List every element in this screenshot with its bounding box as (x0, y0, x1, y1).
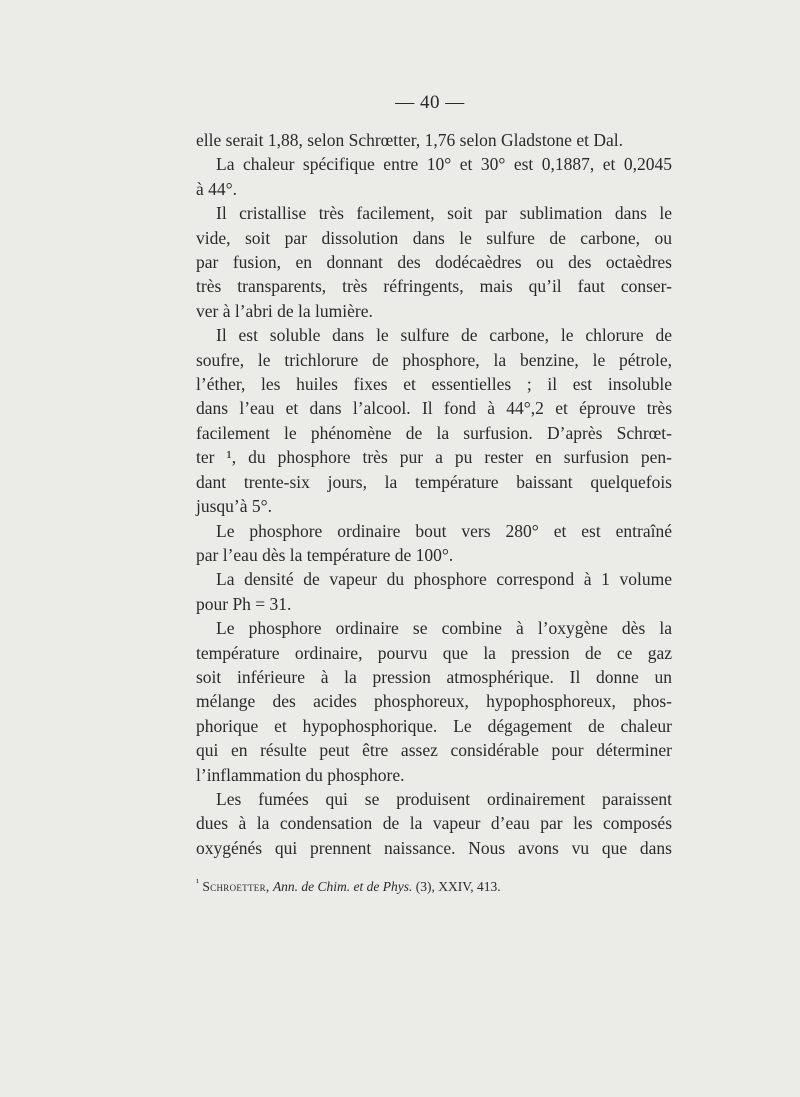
text-line: ver à l’abri de la lumière. (196, 300, 373, 321)
text-line: par l’eau dès la température de 100°. (196, 544, 454, 565)
paragraph-6 (196, 567, 672, 616)
text-line: oxygénés qui prennent naissance. Nous avons vu que dans (196, 837, 672, 858)
text-line: mélange des acides phosphoreux, hypophosphoreux, phos- (196, 691, 672, 712)
text-line: Il cristallise très facilement, soit par sublimation dans le (216, 203, 672, 224)
paragraph-7 (196, 616, 672, 787)
text-line: Le phosphore ordinaire bout vers 280° et est entraîné (216, 520, 672, 541)
text-line: l’éther, les huiles fixes et essentielles ; il est insoluble (196, 374, 672, 395)
footnote (196, 878, 672, 896)
paragraph-5 (196, 519, 672, 568)
paragraph-1 (196, 128, 672, 152)
paragraph-2 (196, 152, 672, 201)
paragraph-3 (196, 201, 672, 323)
text-line: Le phosphore ordinaire se combine à l’oxygène dès la (216, 618, 672, 639)
text-line: La chaleur spécifique entre 10° et 30° est 0,1887, et 0,2045 (216, 154, 672, 175)
text-line: pour Ph = 31. (196, 593, 292, 614)
paragraph-4 (196, 323, 672, 518)
body-text (196, 128, 672, 860)
text-line: elle serait 1,88, selon Schrœtter, 1,76 selon Gladstone et Dal. (196, 130, 623, 150)
text-line: Les fumées qui se produisent ordinairement paraissent (216, 788, 672, 809)
text-line: soit inférieure à la pression atmosphérique. Il donne un (196, 666, 672, 687)
text-line: soufre, le trichlorure de phosphore, la benzine, le pétrole, (196, 349, 672, 370)
text-line: qui en résulte peut être assez considérable pour déterminer (196, 740, 672, 761)
text-line-footnote-ref: ter ¹, du phosphore très pur a pu rester en surfusion pen- (196, 447, 672, 468)
footnote-source: Ann. de Chim. et de Phys. (272, 879, 413, 894)
paragraph-8 (196, 787, 672, 860)
text-line: dans l’eau et dans l’alcool. Il fond à 44°,2 et éprouve très (196, 398, 672, 419)
text-line: dant trente-six jours, la température baissant quelquefois (196, 471, 672, 492)
page-number: — 40 — (395, 92, 465, 113)
text-line: Il est soluble dans le sulfure de carbone, le chlorure de (216, 325, 672, 346)
text-line: très transparents, très réfringents, mais qu’il faut conser- (196, 276, 672, 297)
text-line: facilement le phénomène de la surfusion. D’après Schrœt- (196, 422, 672, 443)
text-line: La densité de vapeur du phosphore correspond à 1 volume (216, 569, 672, 590)
text-line: l’inflammation du phosphore. (196, 764, 405, 785)
text-line: phorique et hypophosphorique. Le dégagement de chaleur (196, 715, 672, 736)
text-line: jusqu’à 5°. (196, 496, 273, 517)
text-line: vide, soit par dissolution dans le sulfure de carbone, ou (196, 227, 672, 248)
text-line: température ordinaire, pourvu que la pression de ce gaz (196, 642, 672, 663)
text-line: par fusion, en donnant des dodécaèdres ou des octaèdres (196, 252, 672, 273)
text-line: à 44°. (196, 178, 238, 199)
footnote-marker: ¹ (196, 877, 199, 889)
footnote-reference: (3), XXIV, 413. (415, 879, 501, 894)
text-line: dues à la condensation de la vapeur d’eau par les composés (196, 813, 672, 834)
footnote-author: Schroetter, (202, 879, 270, 894)
